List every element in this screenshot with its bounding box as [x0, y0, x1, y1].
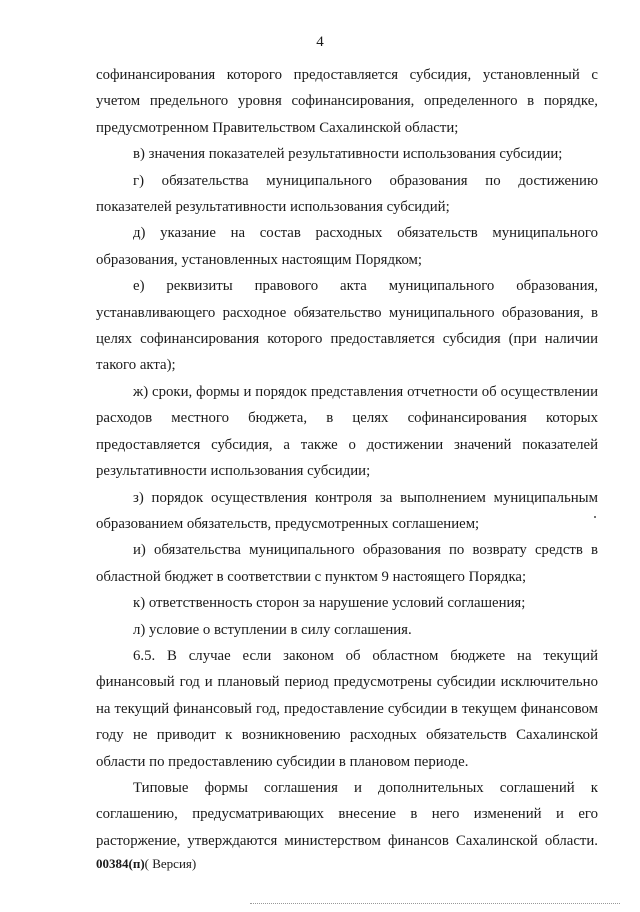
paragraph: г) обязательства муниципального образования по достижению показателей результативности использования субсидий;	[96, 172, 598, 216]
footer-rule	[250, 903, 620, 904]
scan-speck	[594, 516, 596, 518]
footer-label: ( Версия)	[144, 856, 197, 871]
paragraph: 6.5. В случае если законом об областном бюджете на текущий финансовый год и плановый период предусмотрены субсидии исключительно на текущий финансовый год, предоставление субсидии в текущем финансовом году не приводит к возникновению расходных обязательств Сахалинской области по предоставлению субсидии в плановом периоде.	[96, 647, 598, 770]
document-footer-code	[96, 856, 196, 872]
document-body	[96, 62, 598, 854]
paragraph: к) ответственность сторон за нарушение условий соглашения;	[133, 595, 526, 612]
footer-code: 00384(п)	[96, 856, 145, 871]
page-number: 4	[316, 34, 324, 50]
paragraph: л) условие о вступлении в силу соглашения.	[133, 621, 412, 638]
paragraph: д) указание на состав расходных обязательств муниципального образования, установленных настоящим Порядком;	[96, 225, 598, 268]
paragraph: Типовые формы соглашения и дополнительных соглашений к соглашению, предусматривающих внесение в него изменений и его расторжение, утверждаются министерством финансов Сахалинской области.	[96, 779, 598, 849]
paragraph: софинансирования которого предоставляется субсидия, установленный с учетом предельного уровня софинансирования, определенного в порядке, предусмотренном Правительством Сахалинской области;	[96, 67, 598, 136]
paragraph: ж) сроки, формы и порядок представления отчетности об осуществлении расходов местного бюджета, в целях софинансирования которых предоставляется субсидия, а также о достижении значений показателей результативности использования субсидии;	[96, 383, 598, 480]
paragraph: и) обязательства муниципального образования по возврату средств в областной бюджет в соответствии с пунктом 9 настоящего Порядка;	[96, 542, 598, 585]
paragraph: в) значения показателей результативности использования субсидии;	[133, 146, 563, 163]
paragraph: е) реквизиты правового акта муниципального образования, устанавливающего расходное обязательство муниципального образования, в целях софинансирования которого предоставляется субсидия (при наличии такого акта);	[96, 278, 598, 374]
paragraph: з) порядок осуществления контроля за выполнением муниципальным образованием обязательств, предусмотренных соглашением;	[96, 489, 598, 532]
